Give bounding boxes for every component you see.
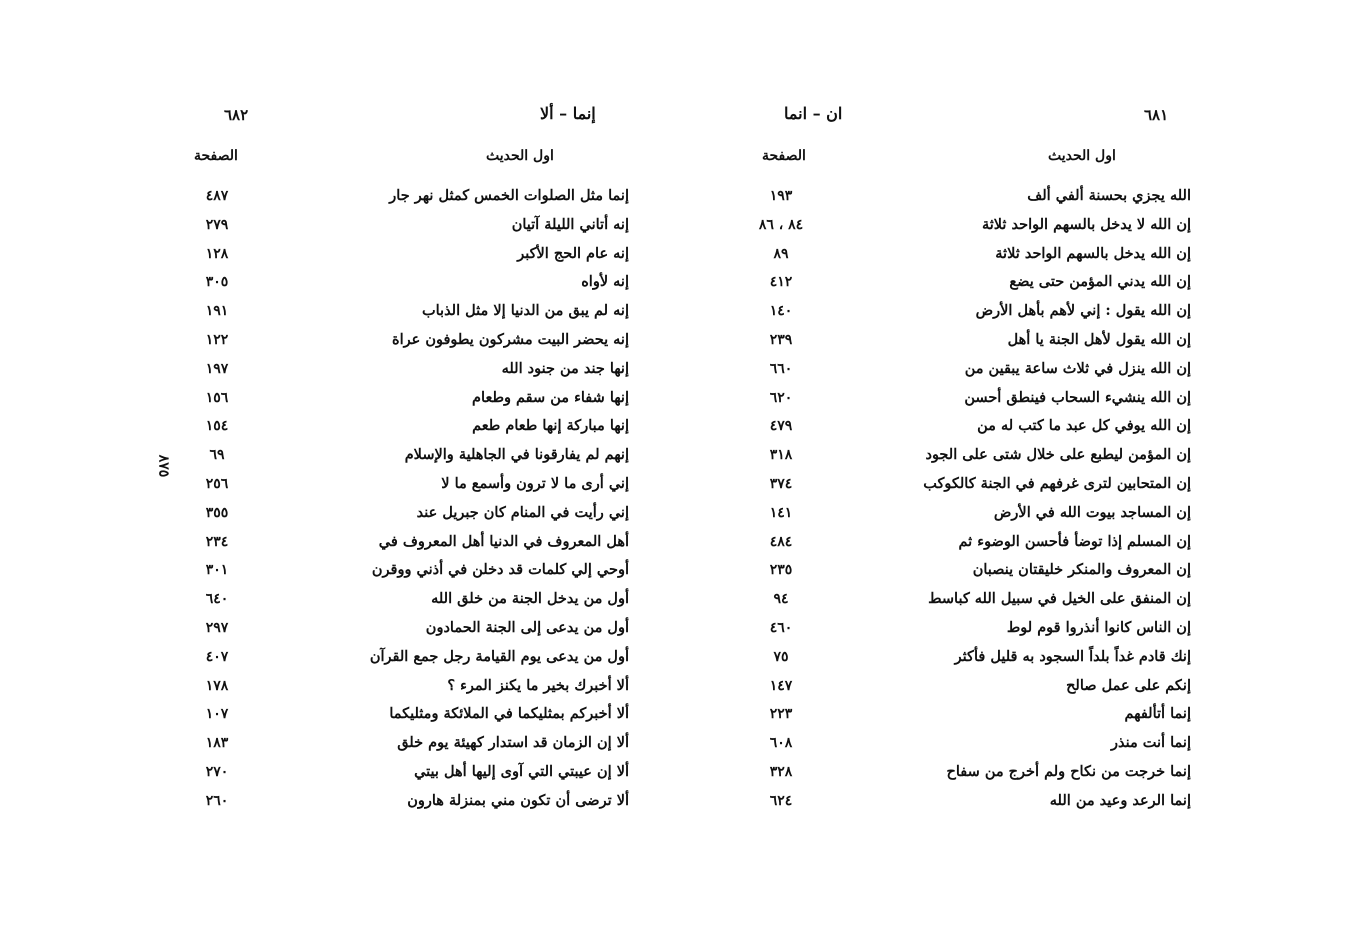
hadith-opening-text: إن المساجد بيوت الله في الأرض bbox=[993, 503, 1191, 521]
hadith-opening-text: إنما الرعد وعيد من الله bbox=[1049, 791, 1191, 809]
index-entry bbox=[678, 585, 1355, 614]
page-number: ٦٨٢ bbox=[224, 106, 249, 124]
page-reference: ٤٨٧ bbox=[205, 188, 229, 204]
page-reference: ١٢٨ bbox=[205, 245, 229, 262]
page-reference: ٣٧٤ bbox=[769, 476, 793, 492]
hadith-opening-text: ألا أخبرك بخير ما يكنز المرء ؟ bbox=[447, 676, 629, 694]
index-entry bbox=[678, 758, 1355, 787]
index-entry bbox=[678, 240, 1355, 269]
page-reference: ٢٦٠ bbox=[205, 792, 229, 809]
index-entry bbox=[0, 470, 677, 499]
page-reference: ٣١٨ bbox=[769, 447, 793, 464]
index-entry bbox=[678, 297, 1355, 326]
index-entry bbox=[678, 787, 1355, 816]
page-reference: ٤٦٠ bbox=[769, 620, 793, 636]
index-entry bbox=[0, 528, 677, 557]
hadith-opening-text: إنها شفاء من سقم وطعام bbox=[472, 388, 629, 406]
hadith-opening-text: إن الناس كانوا أنذروا قوم لوط bbox=[1006, 619, 1191, 636]
index-entry bbox=[0, 556, 677, 585]
index-entry bbox=[678, 412, 1355, 441]
hadith-opening-text: إن المنفق على الخيل في سبيل الله كباسط bbox=[928, 590, 1191, 608]
hadith-opening-text: إنهم لم يفارقونا في الجاهلية والإسلام bbox=[404, 446, 629, 464]
page-reference: ٦٤٠ bbox=[205, 591, 229, 608]
column-header-page: الصفحة bbox=[762, 148, 806, 164]
index-entry bbox=[678, 672, 1355, 701]
index-entry bbox=[678, 470, 1355, 499]
page-reference: ١٤٧ bbox=[769, 677, 793, 694]
page-number: ٦٨١ bbox=[1144, 106, 1169, 124]
hadith-opening-text: إن الله يوفي كل عبد ما كتب له من bbox=[977, 417, 1191, 435]
hadith-opening-text: ألا أخبركم بمثليكما في الملائكة ومثليكما bbox=[389, 705, 629, 723]
index-entry bbox=[0, 758, 677, 787]
page-reference: ٤٠٧ bbox=[205, 648, 229, 665]
hadith-opening-text: ألا إن عيبتي التي آوى إليها أهل بيتي bbox=[414, 763, 629, 780]
hadith-opening-text: إن المعروف والمنكر خليقتان ينصبان bbox=[972, 561, 1191, 579]
page-reference: ٤٨٤ bbox=[769, 533, 793, 550]
index-entry bbox=[0, 441, 677, 470]
index-entry bbox=[0, 182, 677, 211]
hadith-opening-text: إنما أنت منذر bbox=[1110, 734, 1191, 752]
index-entry bbox=[678, 643, 1355, 672]
page-reference: ٣٢٨ bbox=[769, 764, 793, 780]
index-entry bbox=[678, 441, 1355, 470]
page-reference: ١٠٧ bbox=[205, 706, 229, 723]
hadith-opening-text: إن المتحابين لترى غرفهم في الجنة كالكوكب bbox=[923, 475, 1191, 492]
page-reference: ٢٧٩ bbox=[205, 216, 229, 233]
hadith-opening-text: أول من يدعى إلى الجنة الحمادون bbox=[425, 619, 629, 636]
page-reference: ١٢٢ bbox=[205, 332, 229, 348]
left-page bbox=[0, 0, 677, 938]
hadith-opening-text: إن الله يدني المؤمن حتى يضع bbox=[1009, 273, 1191, 291]
hadith-opening-text: إنما مثل الصلوات الخمس كمثل نهر جار bbox=[389, 187, 629, 204]
hadith-opening-text: أول من يدعى يوم القيامة رجل جمع القرآن bbox=[369, 647, 629, 665]
hadith-opening-text: إنه يحضر البيت مشركون يطوفون عراة bbox=[392, 331, 629, 348]
hadith-opening-text: إني رأيت في المنام كان جبريل عند bbox=[416, 503, 629, 521]
page-reference: ١٤١ bbox=[769, 504, 793, 521]
page-reference: ١٤٠ bbox=[769, 303, 793, 320]
index-entry bbox=[0, 585, 677, 614]
hadith-opening-text: ألا ترضى أن تكون مني بمنزلة هارون bbox=[407, 791, 629, 809]
hadith-opening-text: إن المسلم إذا توضأ فأحسن الوضوء ثم bbox=[958, 532, 1191, 550]
hadith-opening-text: إن المؤمن ليطبع على خلال شتى على الجود bbox=[925, 446, 1191, 464]
page-reference: ١٧٨ bbox=[205, 677, 229, 694]
index-entry bbox=[678, 384, 1355, 413]
index-entry bbox=[678, 556, 1355, 585]
index-entry bbox=[0, 643, 677, 672]
index-entry bbox=[0, 700, 677, 729]
hadith-opening-text: إنه لأواه bbox=[581, 273, 629, 291]
hadith-opening-text: إن الله يقول : إني لأهم بأهل الأرض bbox=[975, 302, 1191, 320]
page-reference: ١٨٣ bbox=[205, 735, 229, 752]
running-title: إنما – ألا bbox=[540, 104, 596, 123]
page-reference: ٩٤ bbox=[773, 591, 789, 608]
index-entry bbox=[0, 412, 677, 441]
hadith-opening-text: أول من يدخل الجنة من خلق الله bbox=[431, 590, 629, 608]
index-entry bbox=[0, 240, 677, 269]
index-entry bbox=[678, 700, 1355, 729]
hadith-opening-text: ألا إن الزمان قد استدار كهيئة يوم خلق bbox=[397, 734, 629, 752]
index-entry bbox=[0, 499, 677, 528]
index-entry bbox=[678, 614, 1355, 643]
index-entry bbox=[0, 614, 677, 643]
page-reference: ٦٠٨ bbox=[769, 735, 793, 752]
hadith-opening-text: إنك قادم غداً بلداً السجود به قليل فأكثر bbox=[954, 647, 1191, 665]
index-entry bbox=[0, 384, 677, 413]
hadith-opening-text: إن الله ينزل في ثلاث ساعة يبقين من bbox=[964, 359, 1191, 377]
index-entry bbox=[678, 729, 1355, 758]
hadith-opening-text: إن الله ينشيء السحاب فينطق أحسن bbox=[964, 388, 1191, 406]
hadith-opening-text: أوحي إلي كلمات قد دخلن في أذني ووقرن bbox=[371, 561, 629, 579]
page-reference: ١٥٤ bbox=[205, 418, 229, 435]
index-entry bbox=[678, 211, 1355, 240]
page-reference: ٢٧٠ bbox=[205, 764, 229, 780]
hadith-opening-text: إنه عام الحج الأكبر bbox=[517, 244, 629, 262]
index-entry bbox=[0, 729, 677, 758]
index-entry bbox=[678, 528, 1355, 557]
hadith-opening-text: إن الله يقول لأهل الجنة يا أهل bbox=[1007, 331, 1191, 348]
page-reference: ٦٢٠ bbox=[769, 389, 793, 406]
index-entry bbox=[678, 182, 1355, 211]
page-reference: ٢٣٩ bbox=[769, 332, 793, 348]
column-header-title: اول الحديث bbox=[486, 148, 554, 164]
page-reference: ٧٥ bbox=[773, 648, 789, 665]
page-reference: ٦٢٤ bbox=[769, 792, 793, 809]
column-header-title: اول الحديث bbox=[1048, 148, 1116, 164]
side-page-number: ٨٧٥ bbox=[155, 454, 172, 478]
page-reference: ٣٥٥ bbox=[205, 504, 229, 521]
hadith-opening-text: إنها جند من جنود الله bbox=[501, 359, 629, 377]
column-header-page: الصفحة bbox=[194, 148, 238, 164]
index-entry bbox=[678, 326, 1355, 355]
page-reference: ١٩٧ bbox=[205, 360, 229, 377]
page-reference: ٢٩٧ bbox=[205, 620, 229, 636]
index-entry bbox=[678, 499, 1355, 528]
hadith-opening-text: إني أرى ما لا ترون وأسمع ما لا bbox=[441, 475, 629, 492]
page-reference: ٢٣٥ bbox=[769, 562, 793, 579]
page-reference: ٨٩ bbox=[773, 245, 789, 262]
page-reference: ٢٣٤ bbox=[205, 533, 229, 550]
hadith-opening-text: إن الله لا يدخل بالسهم الواحد ثلاثة bbox=[981, 215, 1191, 233]
page-reference: ٨٤ ، ٨٦ bbox=[758, 216, 804, 233]
page-reference: ٢٢٣ bbox=[769, 706, 793, 723]
right-page bbox=[678, 0, 1355, 938]
index-entry bbox=[0, 211, 677, 240]
hadith-opening-text: إنه لم يبق من الدنيا إلا مثل الذباب bbox=[421, 302, 629, 320]
hadith-opening-text: إنما أتألفهم bbox=[1124, 705, 1191, 723]
index-entry bbox=[0, 326, 677, 355]
index-entry bbox=[0, 787, 677, 816]
page-reference: ١٥٦ bbox=[205, 389, 229, 406]
index-entry bbox=[0, 672, 677, 701]
page-reference: ٢٥٦ bbox=[205, 476, 229, 492]
index-entry bbox=[0, 268, 677, 297]
page-reference: ٦٦٠ bbox=[769, 360, 793, 377]
hadith-opening-text: إنكم على عمل صالح bbox=[1066, 676, 1191, 694]
page-reference: ١٩١ bbox=[205, 303, 229, 320]
hadith-opening-text: إنه أتاني الليلة آتيان bbox=[511, 215, 629, 233]
hadith-opening-text: إنها مباركة إنها طعام طعم bbox=[472, 417, 629, 435]
hadith-opening-text: الله يجزي بحسنة ألفي ألف bbox=[1027, 187, 1191, 204]
hadith-opening-text: أهل المعروف في الدنيا أهل المعروف في bbox=[378, 532, 629, 550]
running-title: ان – انما bbox=[784, 104, 843, 123]
page-reference: ٣٠١ bbox=[205, 562, 229, 579]
page-reference: ٦٩ bbox=[209, 447, 225, 464]
page-reference: ١٩٣ bbox=[769, 188, 793, 204]
page-reference: ٤٧٩ bbox=[769, 418, 793, 435]
hadith-opening-text: إنما خرجت من نكاح ولم أخرج من سفاح bbox=[946, 763, 1191, 780]
index-entry bbox=[678, 268, 1355, 297]
index-entry bbox=[0, 355, 677, 384]
index-entry bbox=[678, 355, 1355, 384]
index-entry bbox=[0, 297, 677, 326]
page-reference: ٣٠٥ bbox=[205, 274, 229, 291]
hadith-opening-text: إن الله يدخل بالسهم الواحد ثلاثة bbox=[995, 244, 1191, 262]
page-reference: ٤١٢ bbox=[769, 274, 793, 291]
